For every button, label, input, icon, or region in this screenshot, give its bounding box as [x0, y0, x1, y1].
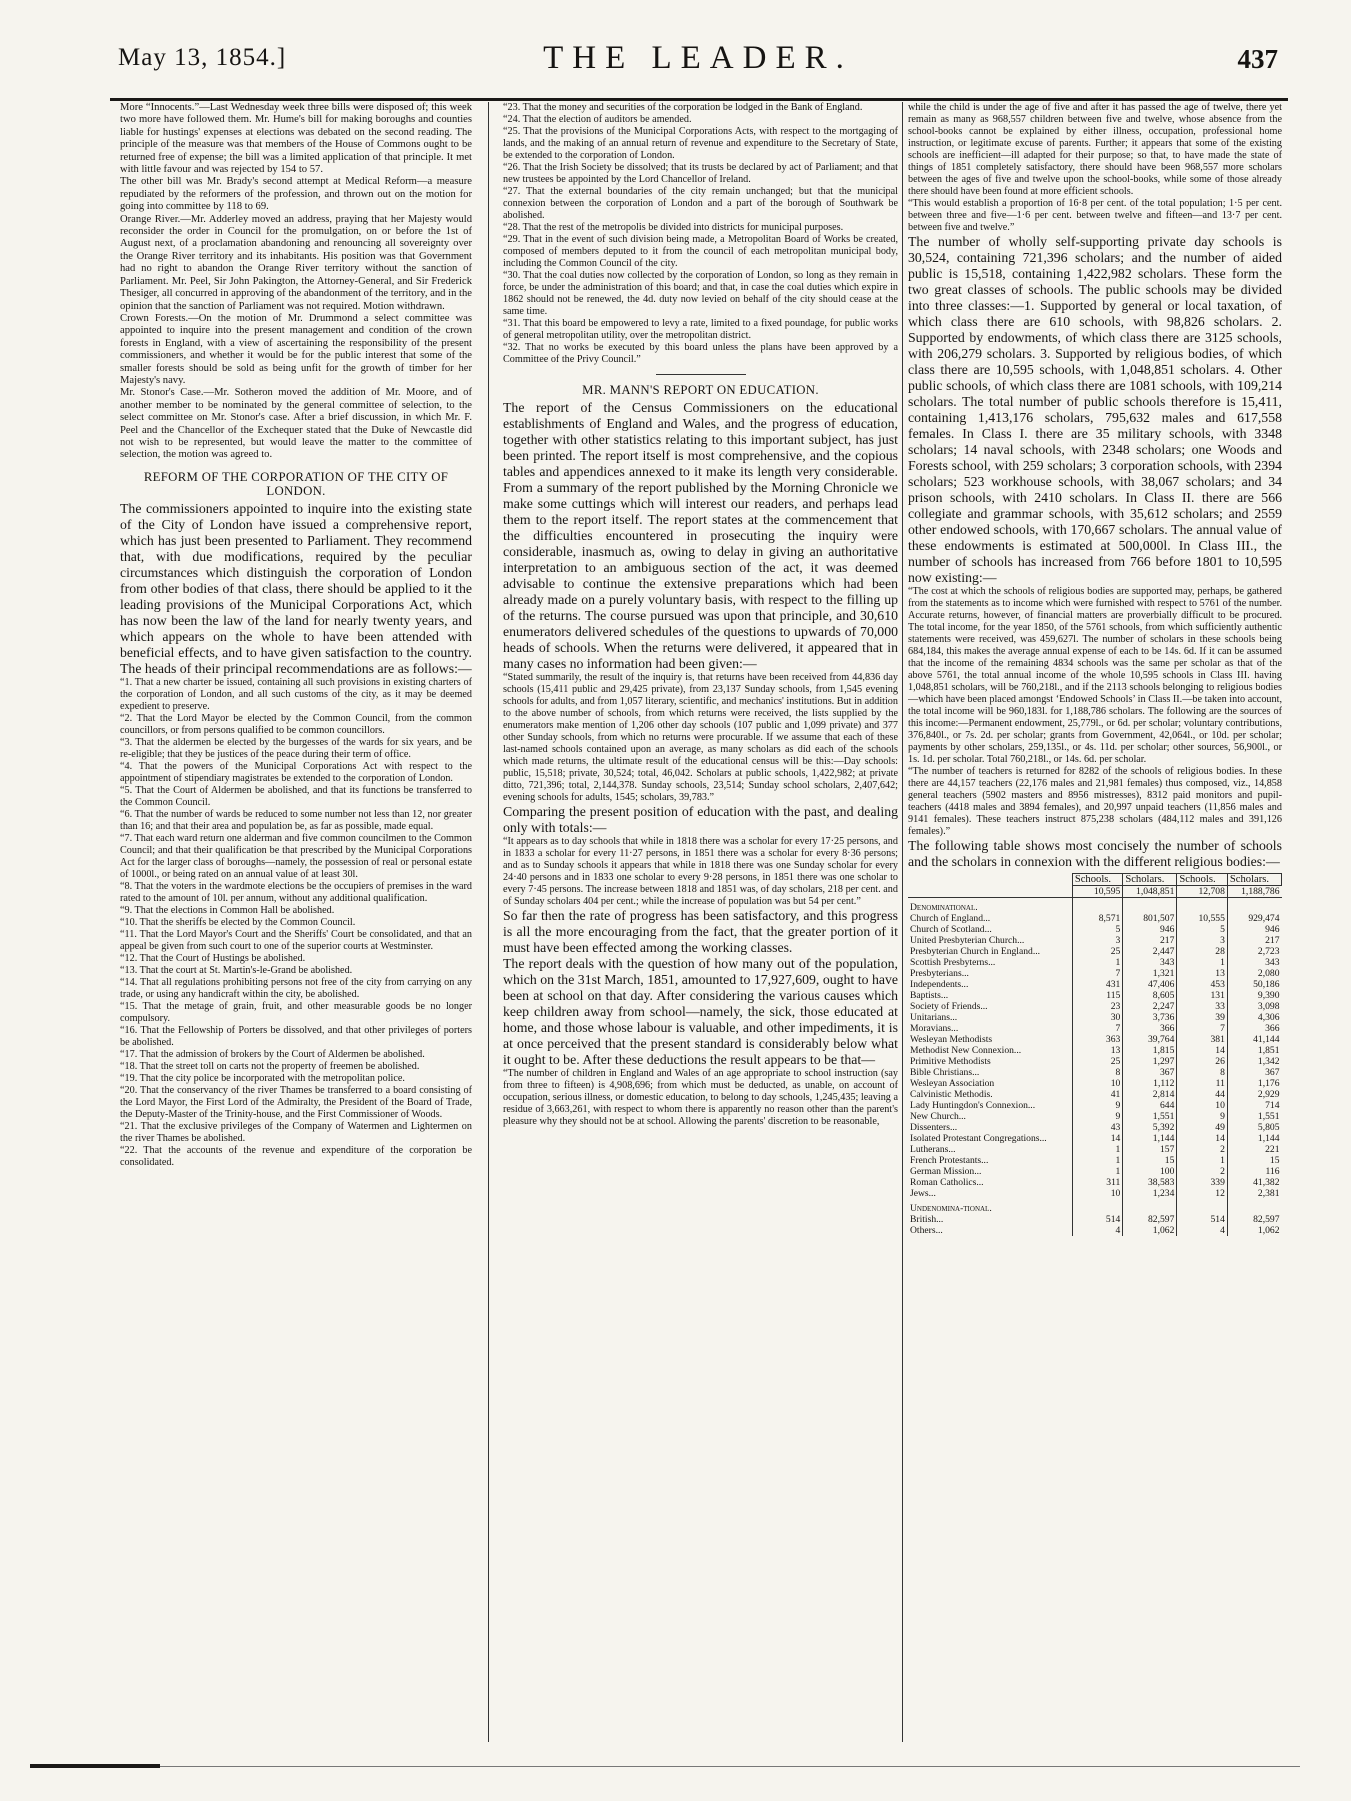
table-row	[908, 990, 1282, 1001]
row-value: 1	[1072, 1144, 1122, 1155]
row-label: Calvinistic Methodis.	[910, 1089, 993, 1100]
row-value: 453	[1177, 979, 1227, 990]
table-row	[908, 1056, 1282, 1067]
recommendation-item: “5. That the Court of Aldermen be abolished, and that its functions be transferred to the Common Council.	[120, 784, 472, 808]
table-header-cell: Schools.	[1072, 874, 1122, 886]
row-value: 1,234	[1123, 1188, 1177, 1199]
recommendations-list-1	[120, 677, 472, 1169]
table-group-row	[908, 898, 1282, 914]
paragraph-comparing: Comparing the present position of education with the past, and dealing only with totals:—	[503, 804, 898, 835]
row-value: 5	[1072, 924, 1122, 935]
row-value: 8	[1072, 1067, 1122, 1078]
row-value: 2,447	[1123, 946, 1177, 957]
row-label: German Mission...	[910, 1166, 982, 1177]
table-row	[908, 946, 1282, 957]
row-value: 25	[1072, 1056, 1122, 1067]
row-value: 12,708	[1177, 886, 1227, 898]
section-separator	[656, 374, 746, 375]
recommendation-item: “8. That the voters in the wardmote elections be the occupiers of premises in the ward rated to the amount of 10l. per annum, without any additional qualification.	[120, 880, 472, 904]
quote-census-result: “Stated summarily, the result of the inquiry is, that returns have been received from 44,836 day schools (15,411 public and 29,425 private), from 23,137 Sunday schools, from 1,545 evening schools for adults, and from 1,057 literary, scientific, and mechanics' institutions. But in addition to the above number of schools, from which returns were received, the lists supplied by the enumerators make mention of 1,206 other day schools (107 public and 1,099 private) and 377 other Sunday schools, from which no returns were procurable. If we assume that each of these last-named schools contained upon an average, as many scholars as did each of the schools which made returns, the ultimate result of the educational census will be this:—Day schools: public, 15,518; private, 30,524; total, 46,042. Scholars at public schools, 1,422,982; at private ditto, 721,396; total, 2,144,378. Sunday schools, 23,514; Sunday school scholars, 2,407,642; evening schools for adults, 1545; scholars, 39,783.”	[503, 672, 898, 803]
row-value: 39	[1177, 1012, 1227, 1023]
row-value: 1,851	[1227, 1045, 1281, 1056]
row-value: 217	[1123, 935, 1177, 946]
row-label: Methodist New Connexion...	[910, 1045, 1022, 1056]
table-row	[908, 1177, 1282, 1188]
table-row	[908, 979, 1282, 990]
paragraph-table-intro: The following table shows most concisely the number of schools and the scholars in connexion with the different religious bodies:—	[908, 838, 1282, 869]
row-value: 1,815	[1123, 1045, 1177, 1056]
recommendation-item: “28. That the rest of the metropolis be divided into districts for municipal purposes.	[503, 222, 844, 233]
row-value: 381	[1177, 1034, 1227, 1045]
footer-mark	[30, 1764, 160, 1768]
column-3	[908, 102, 1282, 1742]
row-value: 15	[1227, 1155, 1281, 1166]
row-value: 47,406	[1123, 979, 1177, 990]
recommendation-item: “19. That the city police be incorporated with the metropolitan police.	[120, 1072, 405, 1084]
recommendation-item: “25. That the provisions of the Municipal Corporations Acts, with respect to the mortgaging of lands, and the making of an annual return of revenue and expenditure to the Secretary of State, be extended to the corporation of London.	[503, 126, 898, 161]
row-value: 367	[1227, 1067, 1281, 1078]
row-value: 1,176	[1227, 1078, 1281, 1089]
row-label: Wesleyan Association	[910, 1078, 995, 1089]
education-intro: The report of the Census Commissioners on the educational establishments of England and Wales, and the progress of education, together with other statistics relating to this important subject, has just been printed. The report itself is most comprehensive, and the copious tables and appendices annexed to it make its length very considerable. From a summary of the report published by the Morning Chronicle we make some cuttings which will interest our readers, and perhaps lead them to the report itself. The report states at the commencement that the difficulties encountered in prosecuting the inquiry were considerable, inasmuch as, owing to delay in giving an authoritative interpretation to an ambiguous section of the act, it was deemed advisable to continue the extensive preparations which had been already made on a purely voluntary basis, with respect to the filling up of the returns. The course pursued was upon that principle, and 30,610 enumerators delivered schedules of the questions to upwards of 70,000 heads of schools. When the returns were delivered, it appeared that in many cases no information had been given:—	[503, 400, 898, 671]
row-value: 1,062	[1227, 1225, 1281, 1236]
row-value: 7	[1072, 968, 1122, 979]
table-row	[908, 957, 1282, 968]
row-value: 3	[1177, 935, 1227, 946]
table-row	[908, 1089, 1282, 1100]
row-label: Unitarians...	[910, 1012, 958, 1023]
row-value: 363	[1072, 1034, 1122, 1045]
row-value: 2,929	[1227, 1089, 1281, 1100]
row-value: 9	[1177, 1111, 1227, 1122]
row-value: 10,555	[1177, 913, 1227, 924]
row-value: 1,144	[1227, 1133, 1281, 1144]
row-value: 311	[1072, 1177, 1122, 1188]
row-value: 116	[1227, 1166, 1281, 1177]
religious-bodies-table	[908, 873, 1282, 1236]
quote-continued: while the child is under the age of five and after it has passed the age of twelve, there yet remain as many as 968,557 children between five and twelve, whose absence from the school-books cannot be explained by either illness, occupation, professional home instruction, or legitimate excuse of parents. Further; it appears that some of the existing schools are inefficient—ill adapted for their purpose; so that, to have made the state of things of 1851 completely satisfactory, there should have been 968,557 more scholars between the ages of five and twelve upon the school-books, while some of those already there should have been found at more efficient schools.	[908, 102, 1282, 197]
row-value: 10,595	[1072, 886, 1122, 898]
recommendation-item: “15. That the metage of grain, fruit, and other measurable goods be no longer compulsory.	[120, 1000, 472, 1024]
table-row	[908, 1214, 1282, 1225]
paragraph-innocents: More “Innocents.”—Last Wednesday week three bills were disposed of; this week two more have followed them. Mr. Hume's bill for making boroughs and counties liable for hustings' expenses at elections was debated on the second reading. The principle of the measure was that members of the House of Commons ought to be returned free of expense; the bill was a limited application of that principle. It met with little favour and was rejected by 154 to 57.	[120, 102, 472, 176]
row-value: 3,736	[1123, 1012, 1177, 1023]
empty-cell	[1227, 898, 1281, 914]
quote-scholar-ratios: “It appears as to day schools that while in 1818 there was a scholar for every 17·25 persons, and in 1833 a scholar for every 11·27 persons, in 1851 there was a scholar for every 8·36 persons; and as to Sunday schools it appears that while in 1818 there was one Sunday scholar for every 24·40 persons and in 1833 one scholar to every 9·28 persons, in 1851 there was one scholar to every 7·45 persons. The increase between 1818 and 1851 was, of day scholars, 218 per cent. and of Sunday scholars 404 per cent.; while the increase of population was but 54 per cent.”	[503, 836, 898, 907]
row-value: 367	[1123, 1067, 1177, 1078]
row-value: 14	[1177, 1133, 1227, 1144]
row-value: 7	[1072, 1023, 1122, 1034]
row-value: 2,381	[1227, 1188, 1281, 1199]
row-label: Scottish Presbyterns...	[910, 957, 996, 968]
recommendation-item: “18. That the street toll on carts not the property of freemen be abolished.	[120, 1060, 420, 1072]
row-value: 1	[1177, 957, 1227, 968]
article-heading-education: MR. MANN'S REPORT ON EDUCATION.	[582, 383, 819, 397]
table-header-cell	[908, 874, 1072, 886]
recommendation-item: “13. That the court at St. Martin's-le-Grand be abolished.	[120, 964, 353, 976]
row-value: 1,144	[1123, 1133, 1177, 1144]
recommendation-item: “30. That the coal duties now collected by the corporation of London, so long as they remain in force, be under the administration of this board; and that, in case the coal duties which expire in 1862 should not be renewed, the 4d. duty now levied on behalf of the city should cease at the same time.	[503, 270, 898, 317]
table-body	[908, 886, 1282, 1237]
row-value: 1,188,786	[1227, 886, 1281, 898]
group-label: Undenomina-tional.	[910, 1203, 992, 1214]
row-value: 8,571	[1072, 913, 1122, 924]
row-label: Bible Christians...	[910, 1067, 980, 1078]
empty-cell	[1177, 1199, 1227, 1214]
recommendation-item: “6. That the number of wards be reduced to some number not less than 12, nor greater than 16; and that their area and population be, as far as possible, made equal.	[120, 808, 472, 832]
row-label: Jews...	[910, 1188, 936, 1199]
recommendation-item: “10. That the sheriffs be elected by the Common Council.	[120, 916, 356, 928]
table-row	[908, 1166, 1282, 1177]
header-rule	[110, 98, 1288, 101]
row-value: 217	[1227, 935, 1281, 946]
table-header-cell: Schools.	[1177, 874, 1227, 886]
row-value: 366	[1227, 1023, 1281, 1034]
row-value: 41,144	[1227, 1034, 1281, 1045]
row-value: 1,342	[1227, 1056, 1281, 1067]
recommendation-item: “31. That this board be empowered to levy a rate, limited to a fixed poundage, for public works of general metropolitan utility, over the metropolitan district.	[503, 318, 898, 341]
row-value: 4	[1072, 1225, 1122, 1236]
row-value: 33	[1177, 1001, 1227, 1012]
table-row	[908, 1155, 1282, 1166]
table-row	[908, 1023, 1282, 1034]
empty-cell	[1227, 1199, 1281, 1214]
table-row	[908, 924, 1282, 935]
column-divider	[488, 102, 489, 1742]
empty-cell	[1072, 1199, 1122, 1214]
quote-school-cost: “The cost at which the schools of religious bodies are supported may, perhaps, be gathered from the statements as to income which were furnished with respect to 5761 of the number. Accurate returns, however, of financial matters are proverbially difficult to be procured. The total income, for the year 1850, of the 5761 schools, from which sufficiently authentic statements were received, was 459,627l. The number of scholars in these schools being 684,184, this makes the average annual expense of each to be 14s. 6d. If it can be assumed that the income of the remaining 4834 schools was the same per scholar as that of the above 5761, the total annual income of the whole 10,595 schools in Class III. having 1,048,851 scholars, will be 760,218l., and if the 2113 schools belonging to religious bodies—which have been placed amongst ‘Endowed Schools’ in Class II.—be taken into account, the total income will be 960,183l. for 1,188,786 scholars. The following are the sources of this income:—Permanent endowment, 25,779l., or 6d. per scholar; voluntary contributions, 376,840l., or 7s. 2d. per scholar; grants from Government, 42,064l., or 10d. per scholar; payments by other scholars, 259,135l., or 4s. 11d. per scholar; other sources, 56,900l., or 1s. 1d. per scholar. Total 760,218l., or 14s. 6d. per scholar.	[908, 586, 1282, 765]
masthead-title: THE LEADER.	[543, 40, 853, 76]
row-label: Dissenters...	[910, 1122, 958, 1133]
row-value: 28	[1177, 946, 1227, 957]
row-value: 39,764	[1123, 1034, 1177, 1045]
row-value: 41,382	[1227, 1177, 1281, 1188]
row-value: 1,321	[1123, 968, 1177, 979]
row-label: Wesleyan Methodists	[910, 1034, 993, 1045]
quote-teachers: “The number of teachers is returned for 8282 of the schools of religious bodies. In these there are 44,157 teachers (22,176 males and 21,981 females) thus composed, viz., 14,858 general teachers (5902 masters and 8956 mistresses), 8312 paid monitors and pupil-teachers (4418 males and 3894 females), and 20,997 unpaid teachers (11,856 males and 9141 females). These teachers instruct 875,238 scholars (484,112 males and 391,126 females).”	[908, 766, 1282, 837]
recommendation-item: “21. That the exclusive privileges of the Company of Watermen and Lightermen on the river Thames be abolished.	[120, 1120, 472, 1144]
row-value: 44	[1177, 1089, 1227, 1100]
recommendation-item: “23. That the money and securities of the corporation be lodged in the Bank of England.	[503, 102, 863, 113]
row-value: 946	[1123, 924, 1177, 935]
row-value: 50,186	[1227, 979, 1281, 990]
row-value: 3,098	[1227, 1001, 1281, 1012]
row-value: 30	[1072, 1012, 1122, 1023]
table-row	[908, 1111, 1282, 1122]
row-value: 12	[1177, 1188, 1227, 1199]
column-2	[503, 102, 898, 1742]
row-value: 1,112	[1123, 1078, 1177, 1089]
row-value: 15	[1123, 1155, 1177, 1166]
row-value: 13	[1177, 968, 1227, 979]
row-label: French Protestants...	[910, 1155, 989, 1166]
row-value: 8	[1177, 1067, 1227, 1078]
row-value: 4,306	[1227, 1012, 1281, 1023]
row-label: Society of Friends...	[910, 1001, 988, 1012]
row-value: 366	[1123, 1023, 1177, 1034]
row-value: 339	[1177, 1177, 1227, 1188]
row-label: Isolated Protestant Congregations...	[910, 1133, 1047, 1144]
row-label: British...	[910, 1214, 944, 1225]
recommendation-item: “26. That the Irish Society be dissolved; that its trusts be declared by act of Parliament; and that new trustees be appointed by the Lord Chancellor of Ireland.	[503, 162, 898, 185]
row-value: 7	[1177, 1023, 1227, 1034]
recommendations-list-2	[503, 102, 898, 366]
issue-date: May 13, 1854.]	[118, 44, 287, 71]
empty-cell	[1123, 898, 1177, 914]
row-value: 514	[1072, 1214, 1122, 1225]
row-value: 1	[1177, 1155, 1227, 1166]
row-value: 221	[1227, 1144, 1281, 1155]
recommendation-item: “16. That the Fellowship of Porters be dissolved, and that other privileges of porters be abolished.	[120, 1024, 472, 1048]
recommendation-item: “32. That no works be executed by this board unless the plans have been approved by a Committee of the Privy Council.”	[503, 342, 898, 365]
table-row	[908, 1133, 1282, 1144]
recommendation-item: “4. That the powers of the Municipal Corporations Act with respect to the appointment of stipendiary magistrates be extended to the corporation of London.	[120, 760, 472, 784]
row-value: 343	[1123, 957, 1177, 968]
page-header	[118, 24, 1278, 84]
page-number: 437	[1237, 44, 1278, 74]
row-value: 26	[1177, 1056, 1227, 1067]
quote-proportion: “This would establish a proportion of 16·8 per cent. of the total population; 1·5 per cent. between three and five—1·6 per cent. between twelve and fifteen—and 13·7 per cent. between five and twelve.”	[908, 198, 1282, 233]
row-value: 38,583	[1123, 1177, 1177, 1188]
recommendation-item: “24. That the election of auditors be amended.	[503, 114, 692, 125]
paragraph-medical-reform: The other bill was Mr. Brady's second attempt at Medical Reform—a measure repudiated by the reformers of the profession, and thrown out on the motion for going into committee by 118 to 69.	[120, 176, 472, 213]
corporation-intro: The commissioners appointed to inquire into the existing state of the City of London have issued a comprehensive report, which has just been presented to Parliament. They recommend that, with due modifications, required by the peculiar circumstances which distinguish the corporation of London from other bodies of that class, there should be applied to it the leading provisions of the Municipal Corporations Act, which has now been the law of the land for nearly twenty years, and which appears on the whole to have been attended with beneficial effects, and to have given satisfaction to the country. The heads of their principal recommendations are as follows:—	[120, 500, 472, 676]
recommendation-item: “2. That the Lord Mayor be elected by the Common Council, from the common councillors, or from persons qualified to be common councillors.	[120, 712, 472, 736]
row-label: Church of England...	[910, 913, 991, 924]
row-value: 41	[1072, 1089, 1122, 1100]
row-value: 10	[1072, 1188, 1122, 1199]
table-row	[908, 1078, 1282, 1089]
table-row	[908, 1012, 1282, 1023]
row-label: Lutherans...	[910, 1144, 956, 1155]
table-row	[908, 1188, 1282, 1199]
paragraph-crown-forests: Crown Forests.—On the motion of Mr. Drummond a select committee was appointed to inquire into the present management and condition of the crown forests in England, with a view of ascertaining the responsibility of the present commissioners, and whether it would be for the public interest that some of the smaller forests should be sold as being unfit for the growth of timber for her Majesty's navy.	[120, 312, 472, 386]
column-divider	[902, 102, 903, 1742]
recommendation-item: “11. That the Lord Mayor's Court and the Sheriffs' Court be consolidated, and that an appeal be given from such court to one of the superior courts at Westminster.	[120, 928, 472, 952]
table-row	[908, 1225, 1282, 1236]
row-value: 1,062	[1123, 1225, 1177, 1236]
row-value: 929,474	[1227, 913, 1281, 924]
row-value: 3	[1072, 935, 1122, 946]
row-value: 514	[1177, 1214, 1227, 1225]
row-label: Independents...	[910, 979, 969, 990]
quote-children-numbers: “The number of children in England and Wales of an age appropriate to school instruction (say from three to fifteen) is 4,908,696; from which must be deducted, as unable, on account of occupation, serious illness, or domestic education, to belong to day schools, 1,245,435; leaving a residue of 3,663,261, with respect to whom there is apparently no reason other than the parent's pleasure why they should not be at school. Allowing the parents' discretion to be reasonable,	[503, 1068, 898, 1127]
row-value: 5,392	[1123, 1122, 1177, 1133]
row-label: Others...	[910, 1225, 943, 1236]
row-value: 9	[1072, 1100, 1122, 1111]
row-value: 8,605	[1123, 990, 1177, 1001]
empty-cell	[1123, 1199, 1177, 1214]
table-row	[908, 1045, 1282, 1056]
row-value: 644	[1123, 1100, 1177, 1111]
row-value: 1,551	[1123, 1111, 1177, 1122]
row-label: Church of Scotland...	[910, 924, 992, 935]
paragraph-stonor-case: Mr. Stonor's Case.—Mr. Sotheron moved the addition of Mr. Moore, and of another member to be nominated by the general committee of selection, to the select committee on Mr. Stonor's case. After a brief discussion, in which Mr. F. Peel and the Chancellor of the Exchequer stated that the Duke of Newcastle did not wish to be represented, but would leave the matter to the committee of selection, the motion was agreed to.	[120, 387, 472, 461]
row-value: 4	[1177, 1225, 1227, 1236]
table-row	[908, 1001, 1282, 1012]
row-label	[908, 886, 1072, 898]
footer-rule	[160, 1766, 1300, 1767]
row-value: 2,723	[1227, 946, 1281, 957]
recommendation-item: “17. That the admission of brokers by the Court of Aldermen be abolished.	[120, 1048, 425, 1060]
row-value: 131	[1177, 990, 1227, 1001]
row-value: 2	[1177, 1144, 1227, 1155]
row-value: 14	[1177, 1045, 1227, 1056]
row-label: United Presbyterian Church...	[910, 935, 1025, 946]
row-value: 10	[1072, 1078, 1122, 1089]
row-value: 1	[1072, 1166, 1122, 1177]
recommendation-item: “27. That the external boundaries of the city remain unchanged; but that the municipal connexion between the corporation of London and a part of the borough of Southwark be abolished.	[503, 186, 898, 221]
table-row	[908, 886, 1282, 898]
article-heading-corporation: REFORM OF THE CORPORATION OF THE CITY OF LONDON.	[143, 469, 449, 498]
table-row	[908, 1034, 1282, 1045]
row-value: 43	[1072, 1122, 1122, 1133]
paragraph-population: The report deals with the question of how many out of the population, which on the 31st March, 1851, amounted to 17,927,609, ought to have been at school on that day. After considering the various causes which keep children away from school—namely, the sick, those educated at home, and those whose labour is valuable, and other impediments, it is at once perceived that the present standard is considerably below what it ought to be. After these deductions the result appears to be that—	[503, 956, 898, 1067]
recommendation-item: “12. That the Court of Hustings be abolished.	[120, 952, 306, 964]
table-row	[908, 968, 1282, 979]
table-header-cell: Scholars.	[1227, 874, 1281, 886]
row-value: 5,805	[1227, 1122, 1281, 1133]
group-label: Denominational.	[910, 902, 978, 913]
recommendation-item: “9. That the elections in Common Hall be abolished.	[120, 904, 335, 916]
row-value: 1,048,851	[1123, 886, 1177, 898]
row-label: Moravians...	[910, 1023, 959, 1034]
row-label: Primitive Methodists	[910, 1056, 991, 1067]
recommendation-item: “3. That the aldermen be elected by the burgesses of the wards for six years, and be re-eligible; that they be justices of the peace during their term of office.	[120, 736, 472, 760]
row-value: 2,814	[1123, 1089, 1177, 1100]
row-value: 2,247	[1123, 1001, 1177, 1012]
recommendation-item: “1. That a new charter be issued, containing all such provisions in existing charters of the corporation of London, and all such customs of the city, as it may be deemed expedient to preserve.	[120, 676, 472, 712]
row-value: 2	[1177, 1166, 1227, 1177]
row-value: 14	[1072, 1133, 1122, 1144]
table-row	[908, 1122, 1282, 1133]
row-value: 801,507	[1123, 913, 1177, 924]
recommendation-item: “20. That the conservancy of the river Thames be transferred to a board consisting of the Lord Mayor, the First Lord of the Admiralty, the President of the Board of Trade, the Deputy-Master of the Trinity-house, and the First Commissioner of Woods.	[120, 1084, 472, 1120]
column-1	[120, 102, 472, 1742]
row-value: 10	[1177, 1100, 1227, 1111]
row-label: Lady Huntingdon's Connexion...	[910, 1100, 1036, 1111]
row-label: Presbyterian Church in England...	[910, 946, 1041, 957]
recommendation-item: “29. That in the event of such division being made, a Metropolitan Board of Works be created, composed of members deputed to it from the council of each metropolitan municipal body, including the Common Council of the city.	[503, 234, 898, 269]
row-value: 1,551	[1227, 1111, 1281, 1122]
recommendation-item: “14. That all regulations prohibiting persons not free of the city from carrying on any trade, or using any handicraft within the city, be abolished.	[120, 976, 472, 1000]
row-value: 11	[1177, 1078, 1227, 1089]
table-group-row	[908, 1199, 1282, 1214]
row-value: 82,597	[1227, 1214, 1281, 1225]
table-row	[908, 1144, 1282, 1155]
row-value: 1,297	[1123, 1056, 1177, 1067]
table-row	[908, 935, 1282, 946]
empty-cell	[1177, 898, 1227, 914]
row-value: 100	[1123, 1166, 1177, 1177]
row-value: 714	[1227, 1100, 1281, 1111]
row-value: 9	[1072, 1111, 1122, 1122]
row-value: 49	[1177, 1122, 1227, 1133]
table-row	[908, 913, 1282, 924]
table-header-row	[908, 874, 1282, 886]
row-value: 115	[1072, 990, 1122, 1001]
paragraph-progress: So far then the rate of progress has been satisfactory, and this progress is all the more encouraging from the fact, that the greater portion of it must have been effected among the working classes.	[503, 908, 898, 955]
row-value: 431	[1072, 979, 1122, 990]
row-value: 343	[1227, 957, 1281, 968]
row-value: 5	[1177, 924, 1227, 935]
row-label: New Church...	[910, 1111, 966, 1122]
row-value: 2,080	[1227, 968, 1281, 979]
empty-cell	[1072, 898, 1122, 914]
paragraph-orange-river: Orange River.—Mr. Adderley moved an address, praying that her Majesty would reconsider the order in Council for the promulgation, on or before the 1st of August next, of a proclamation abandoning and renouncing all sovereignty over the Orange River territory and its inhabitants. His position was that Government had no right to abandon the Orange River territory without the sanction of Parliament. Mr. Peel, Sir John Pakington, the Attorney-General, and Sir Frederick Thesiger, all concurred in approving of the abandonment of the territory, and in the opinion that the sanction of Parliament was not required. Motion withdrawn.	[120, 213, 472, 312]
row-value: 9,390	[1227, 990, 1281, 1001]
row-value: 82,597	[1123, 1214, 1177, 1225]
row-label: Baptists...	[910, 990, 949, 1001]
row-value: 13	[1072, 1045, 1122, 1056]
row-value: 946	[1227, 924, 1281, 935]
paragraph-school-classes: The number of wholly self-supporting private day schools is 30,524, containing 721,396 scholars; and the number of aided public is 15,518, containing 1,422,982 scholars. These form the two great classes of schools. The public schools may be divided into three classes:—1. Supported by general or local taxation, of which class there are 610 schools, with 98,826 scholars. 2. Supported by endowments, of which class there are 3125 schools, with 206,279 scholars. 3. Supported by religious bodies, of which class there are 10,595 schools, with 1,048,851 scholars. 4. Other public schools, of which class there are 1081 schools, with 109,214 scholars. The total number of public schools therefore is 15,411, containing 1,413,176 scholars, 795,632 males and 617,558 females. In Class I. there are 35 military schools, with 3348 scholars; 14 naval schools, with 2348 scholars; one Woods and Forests school, with 259 scholars; 3 corporation schools, with 2394 scholars; 523 workhouse schools, with 38,067 scholars; and 34 prison schools, with 2410 scholars. In Class II. there are 566 collegiate and grammar schools, with 35,612 scholars; and 2559 other endowed schools, with 170,667 scholars. The annual value of these endowments is estimated at 500,000l. In Class III., the number of schools has increased from 766 before 1801 to 10,595 now existing:—	[908, 234, 1282, 585]
table-row	[908, 1100, 1282, 1111]
recommendation-item: “22. That the accounts of the revenue and expenditure of the corporation be consolidated.	[120, 1144, 472, 1168]
recommendation-item: “7. That each ward return one alderman and five common councilmen to the Common Council; and that their qualification be that prescribed by the Municipal Corporations Act for the larger class of boroughs—namely, the possession of real or personal estate of 1000l., or being rated on an annual value of at least 30l.	[120, 832, 472, 880]
table-row	[908, 1067, 1282, 1078]
row-value: 1	[1072, 957, 1122, 968]
row-label: Presbyterians...	[910, 968, 969, 979]
row-value: 23	[1072, 1001, 1122, 1012]
row-value: 25	[1072, 946, 1122, 957]
row-value: 157	[1123, 1144, 1177, 1155]
row-value: 1	[1072, 1155, 1122, 1166]
table-header-cell: Scholars.	[1123, 874, 1177, 886]
row-label: Roman Catholics...	[910, 1177, 984, 1188]
